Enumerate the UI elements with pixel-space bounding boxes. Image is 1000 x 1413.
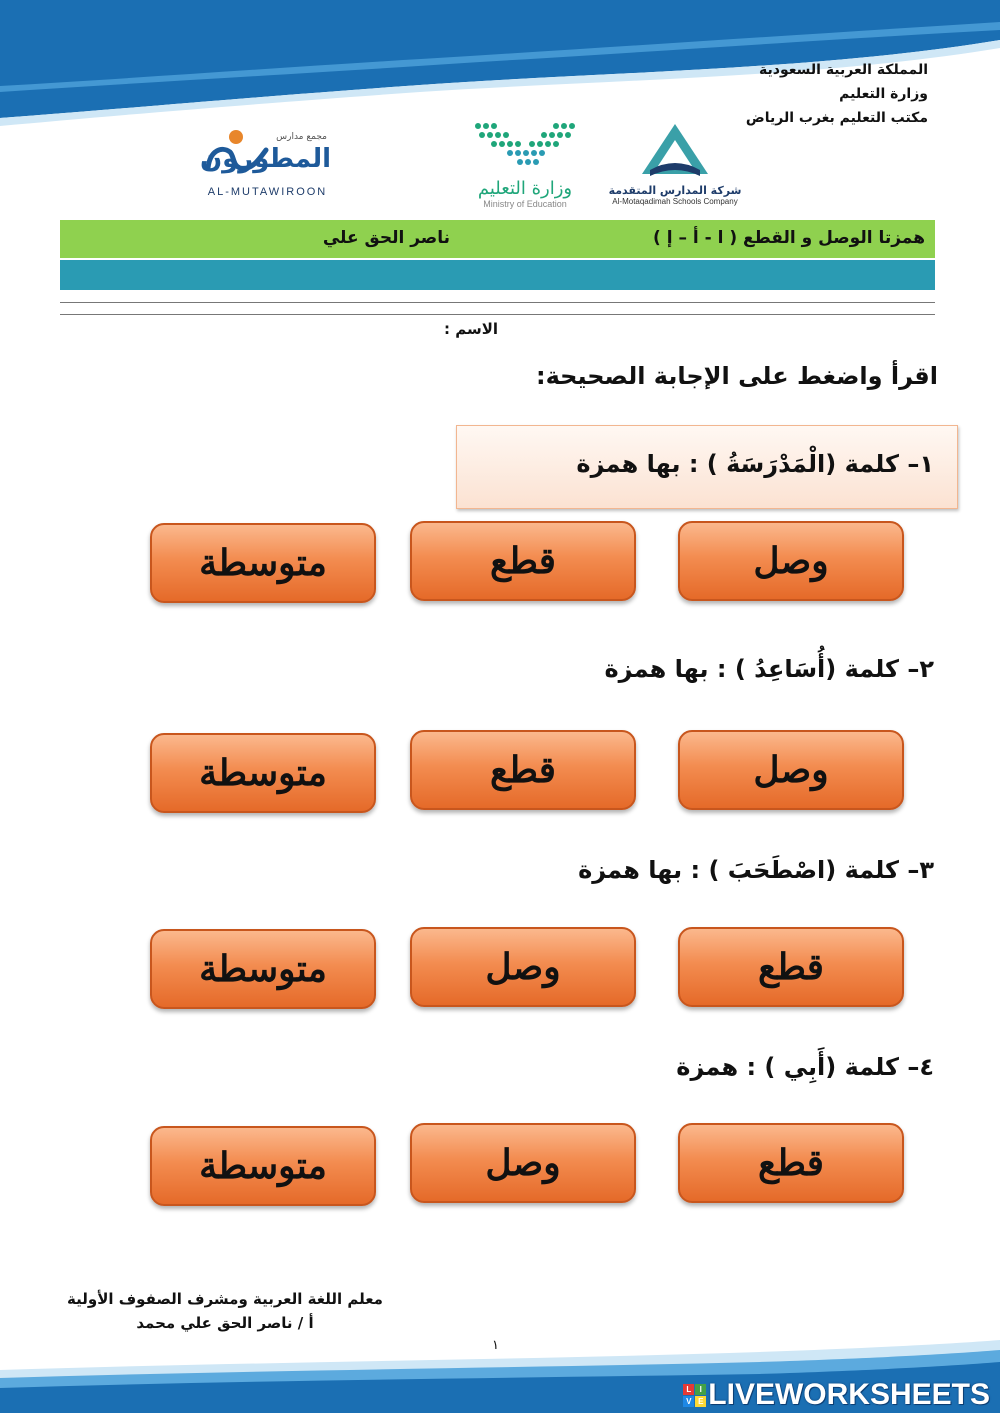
grid-letter-v: V: [683, 1396, 694, 1407]
author-role: معلم اللغة العربية ومشرف الصفوف الأولية: [67, 1290, 383, 1308]
company-arabic-name: شركة المدارس المتقدمة: [608, 184, 742, 197]
q4-choice-3-button[interactable]: متوسطة: [150, 1126, 376, 1206]
q3-choice-2-button[interactable]: وصل: [410, 927, 636, 1007]
grid-letter-e: E: [695, 1396, 706, 1407]
q2-choice-2-button[interactable]: قطع: [410, 730, 636, 810]
q1-choice-2-button[interactable]: قطع: [410, 521, 636, 601]
company-logo: [600, 122, 750, 206]
q2-choice-3-button[interactable]: متوسطة: [150, 733, 376, 813]
q2-choice-1-button[interactable]: وصل: [678, 730, 904, 810]
lesson-title: همزتا الوصل و القطع ( ا - أ – إ ): [653, 228, 925, 248]
q4-choice-1-button[interactable]: قطع: [678, 1123, 904, 1203]
liveworksheets-wordmark: LIVEWORKSHEETS: [708, 1378, 990, 1411]
ministry-english-name: Ministry of Education: [483, 199, 567, 209]
author-name: أ / ناصر الحق علي محمد: [136, 1314, 314, 1332]
header-line-country: المملكة العربية السعودية: [759, 62, 928, 78]
ministry-dots-icon: [470, 118, 580, 170]
ministry-arabic-name: وزارة التعليم: [477, 178, 573, 199]
q1-choice-1-button[interactable]: وصل: [678, 521, 904, 601]
author-credit: [60, 1287, 390, 1335]
mutawiroon-small-label: مجمع مدارس: [276, 132, 327, 142]
liveworksheets-grid-icon: [683, 1384, 706, 1407]
teacher-name: ناصر الحق علي: [322, 228, 450, 248]
question-1-text: ١– كلمة (الْمَدْرَسَةُ ) : بها همزة: [576, 450, 934, 478]
q4-choice-2-button[interactable]: وصل: [410, 1123, 636, 1203]
grid-letter-l: L: [683, 1384, 694, 1395]
question-4-text: ٤– كلمة (أَبِي ) : همزة: [676, 1053, 934, 1081]
liveworksheets-logo[interactable]: [683, 1378, 990, 1412]
ministry-logo: [440, 118, 610, 209]
question-3-text: ٣– كلمة (اصْطَحَبَ ) : بها همزة: [578, 856, 934, 884]
mutawiroon-arabic-name: المطورون: [199, 144, 331, 174]
q3-choice-1-button[interactable]: قطع: [678, 927, 904, 1007]
student-name-label: الاسم :: [444, 320, 499, 338]
q1-choice-3-button[interactable]: متوسطة: [150, 523, 376, 603]
grid-letter-i: I: [695, 1384, 706, 1395]
divider-line-bottom: [60, 314, 935, 315]
q3-choice-3-button[interactable]: متوسطة: [150, 929, 376, 1009]
header-line-office: مكتب التعليم بغرب الرياض: [745, 110, 928, 126]
company-english-name: Al-Motaqadimah Schools Company: [612, 197, 738, 206]
teal-band: [60, 260, 935, 290]
mutawiroon-english-name: AL-MUTAWIROON: [207, 186, 328, 198]
lesson-title-bar: [60, 220, 935, 258]
divider-line-top: [60, 302, 935, 303]
ministry-header: [746, 58, 928, 130]
instruction-text: اقرأ واضغط على الإجابة الصحيحة:: [536, 362, 938, 390]
question-2-text: ٢– كلمة (أُسَاعِدُ ) : بها همزة: [604, 655, 934, 683]
page-number: ١: [492, 1338, 499, 1353]
company-triangle-icon: [640, 122, 710, 180]
mutawiroon-logo: [200, 128, 335, 198]
header-line-ministry: وزارة التعليم: [839, 86, 928, 102]
